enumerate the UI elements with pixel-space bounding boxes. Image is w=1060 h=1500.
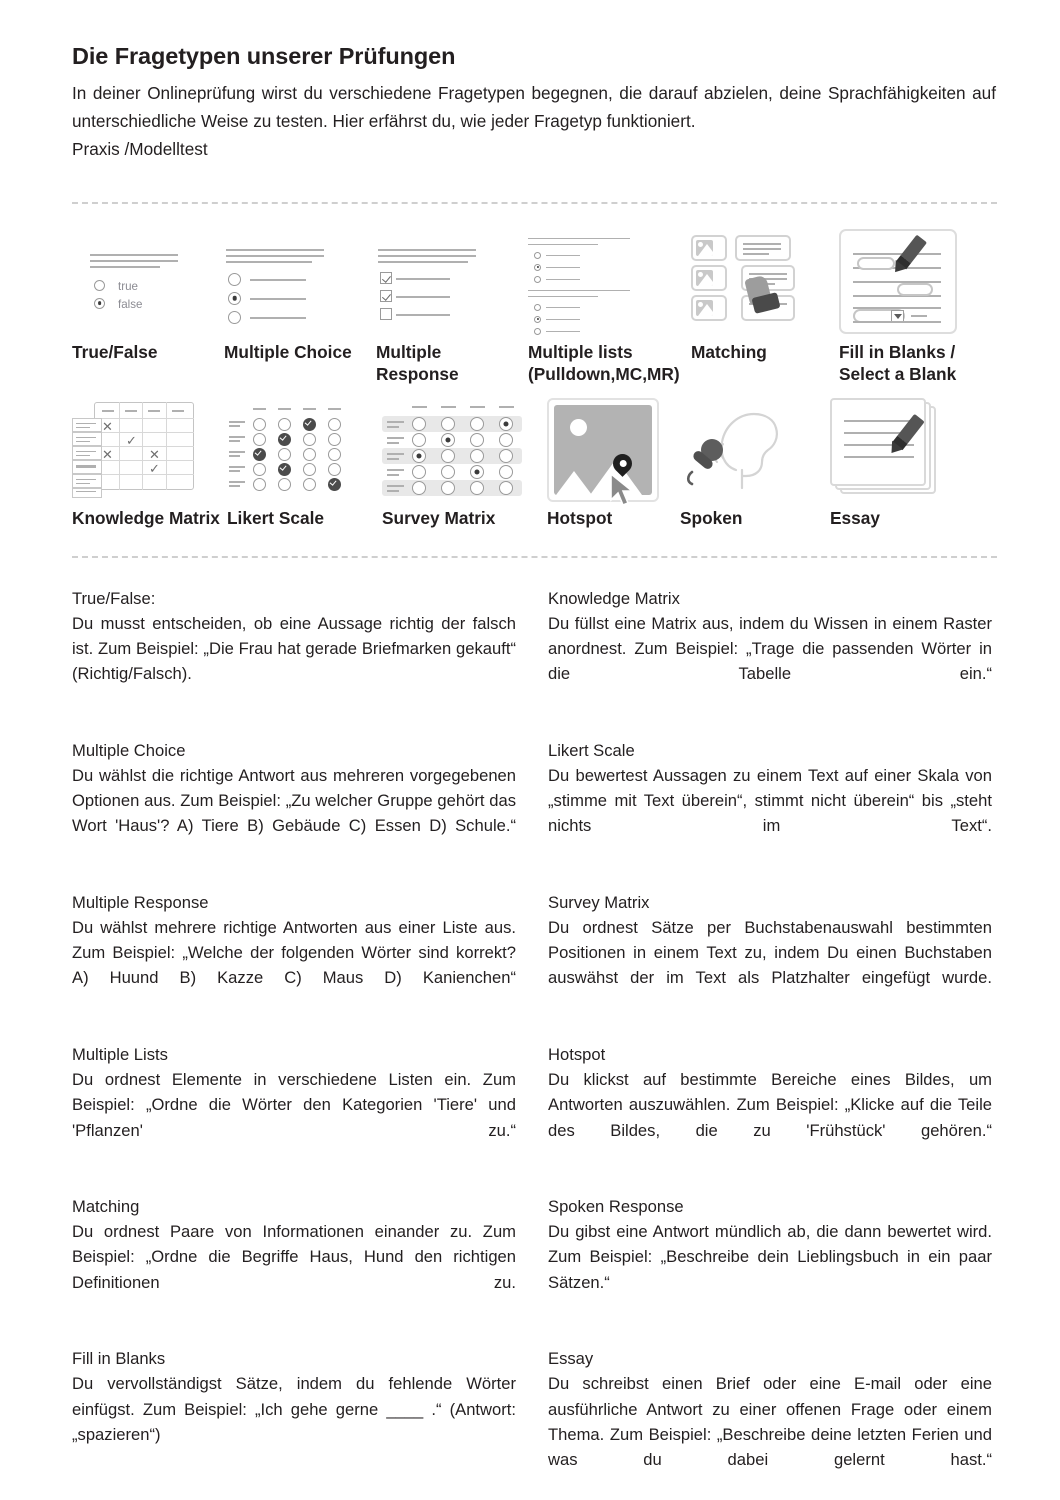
description-heading: Likert Scale <box>548 740 635 760</box>
gallery-label-essay: Essay <box>830 507 880 528</box>
descriptions-right-column <box>548 586 992 1498</box>
gallery-item-survey-matrix[interactable] <box>382 396 547 530</box>
gallery-item-knowledge-matrix[interactable] <box>72 396 227 530</box>
knowledge-matrix-icon: ✕ ✓ ✕ ✕ ✓ <box>72 396 227 504</box>
gallery-row-2 <box>72 396 997 530</box>
gallery-item-multiple-choice[interactable] <box>224 226 376 364</box>
gallery-item-essay[interactable] <box>830 396 980 530</box>
description-body: Du musst entscheiden, ob eine Aussage richtig der falsch ist. Zum Beispiel: „Die Frau hat gerade Briefmarken gekauft“ (Richtig/Falsch). <box>72 613 516 684</box>
survey-matrix-icon <box>382 396 547 504</box>
description-heading: Multiple Choice <box>72 740 186 760</box>
description-block <box>548 1346 992 1497</box>
question-type-gallery <box>72 204 997 530</box>
likert-scale-icon <box>227 396 382 504</box>
intro-tail-text: Praxis /Modelltest <box>72 138 208 159</box>
description-block <box>72 1346 516 1472</box>
speaking-head-icon <box>680 400 804 500</box>
multiple-choice-icon <box>224 226 376 338</box>
description-heading: Knowledge Matrix <box>548 588 680 608</box>
gallery-label-spoken: Spoken <box>680 507 743 528</box>
spoken-icon <box>680 396 830 504</box>
gallery-row-1 <box>72 226 997 386</box>
description-body: Du gibst eine Antwort mündlich ab, die dann bewertet wird. Zum Beispiel: „Beschreibe dein Lieblingsbuch in ein paar Sätzen.“ <box>548 1222 992 1292</box>
hotspot-icon <box>547 396 680 504</box>
gallery-item-true-false[interactable] <box>72 226 224 364</box>
true-false-option-true: true <box>118 279 138 293</box>
gallery-label-multiple-lists: Multiple lists (Pulldown,MC,MR) <box>528 341 680 384</box>
gallery-label-survey-matrix: Survey Matrix <box>382 507 496 528</box>
gallery-item-likert-scale[interactable] <box>227 396 382 530</box>
description-heading: Hotspot <box>548 1044 606 1064</box>
description-body: Du ordnest Paare von Informationen einander zu. Zum Beispiel: „Ordne die Begriffe Haus, Hund den richtigen Definitionen zu. <box>72 1222 516 1292</box>
gallery-label-knowledge-matrix: Knowledge Matrix <box>72 507 220 528</box>
description-heading: Essay <box>548 1349 594 1369</box>
gallery-item-matching[interactable] <box>691 226 839 364</box>
gallery-label-fill-in-blanks: Fill in Blanks / Select a Blank <box>839 341 957 384</box>
description-body: Du ordnest Sätze per Buchstabenauswahl bestimmten Positionen in einem Text zu, indem Du einen Buchstaben auswähst der im Text als Platzhalter eingefügt wurde. <box>548 918 992 988</box>
intro-text: In deiner Onlineprüfung wirst du verschiedene Fragetypen begegnen, die darauf abzielen, deine Sprachfähigkeiten auf unterschiedliche Weise zu testen. Hier erfährst du, wie jeder Fragetyp funktioniert. <box>72 83 996 132</box>
description-block <box>548 890 992 1016</box>
true-false-option-false: false <box>118 297 143 311</box>
gallery-item-multiple-response[interactable] <box>376 226 528 386</box>
gallery-label-matching: Matching <box>691 341 767 362</box>
page-title: Die Fragetypen unserer Prüfungen <box>72 43 456 69</box>
description-block <box>548 1194 992 1320</box>
description-block <box>548 586 992 712</box>
description-block <box>548 1042 992 1168</box>
gallery-item-hotspot[interactable] <box>547 396 680 530</box>
description-block <box>72 1194 516 1320</box>
description-body: Du ordnest Elemente in verschiedene Listen ein. Zum Beispiel: „Ordne die Wörter den Kategorien 'Tiere' und 'Pflanzen' zu.“ <box>72 1070 516 1140</box>
description-block <box>72 738 516 864</box>
cursor-arrow-icon <box>609 472 639 508</box>
description-block <box>548 738 992 864</box>
gallery-label-hotspot: Hotspot <box>547 507 613 528</box>
description-block <box>72 586 516 712</box>
gallery-label-multiple-choice: Multiple Choice <box>224 341 352 362</box>
description-body: Du füllst eine Matrix aus, indem du Wissen in einem Raster anordnest. Zum Beispiel: „Trage die passenden Wörter in die Tabelle ein.“ <box>548 613 992 684</box>
gallery-label-multiple-response: Multiple Response <box>376 341 459 384</box>
true-false-icon <box>72 226 224 338</box>
description-body: Du wählst mehrere richtige Antworten aus einer Liste aus. Zum Beispiel: „Welche der folgenden Wörter sind korrekt? A) Huund B) Kazze C) Maus D) Kanienchen“ <box>72 918 516 988</box>
essay-icon <box>830 396 980 504</box>
gallery-item-multiple-lists[interactable] <box>528 226 691 386</box>
fill-in-blanks-icon <box>839 226 989 338</box>
description-block <box>72 890 516 1016</box>
description-body: Du bewertest Aussagen zu einem Text auf einer Skala von „stimme mit Text überein“, stimmt nicht überein“ bis „steht nichts im Text“. <box>548 765 992 836</box>
description-block <box>72 1042 516 1168</box>
multiple-response-icon <box>376 226 528 338</box>
multiple-lists-icon <box>528 226 691 338</box>
description-heading: Survey Matrix <box>548 892 650 912</box>
description-heading: Multiple Lists <box>72 1044 168 1064</box>
gallery-label-likert-scale: Likert Scale <box>227 507 325 528</box>
gallery-item-fill-in-blanks[interactable] <box>839 226 989 386</box>
description-heading: Spoken Response <box>548 1197 684 1216</box>
description-body: Du wählst die richtige Antwort aus mehreren vorgegebenen Optionen aus. Zum Beispiel: „Zu welcher Gruppe gehört das Wort 'Haus'? A) Tiere B) Gebäude C) Essen D) Schule.“ <box>72 765 516 836</box>
gallery-label-true-false: True/False <box>72 341 158 362</box>
description-body: Du schreibst einen Brief oder eine E-mail oder eine ausführliche Antwort zu einer offenen Frage oder einem Thema. Zum Beispiel: „Beschreibe deine letzten Ferien und was du dabei gelernt hast.“ <box>548 1374 992 1469</box>
intro-paragraph <box>72 80 996 164</box>
description-heading: Fill in Blanks <box>72 1349 166 1369</box>
description-heading: Matching <box>72 1197 140 1216</box>
matching-icon <box>691 226 839 338</box>
descriptions-section <box>72 558 1002 1498</box>
descriptions-left-column <box>72 586 516 1498</box>
description-body: Du klickst auf bestimmte Bereiche eines Bildes, um Antworten auszuwählen. Zum Beispiel: „Klicke auf die Teile des Bildes, die zu 'Frühstück' gehören.“ <box>548 1070 992 1140</box>
gallery-item-spoken[interactable] <box>680 396 830 530</box>
description-heading: True/False: <box>72 588 156 608</box>
description-body: Du vervollständigst Sätze, indem du fehlende Wörter einfügst. Zum Beispiel: „Ich gehe gerne ____ .“ (Antwort: „spazieren“) <box>72 1374 516 1444</box>
description-heading: Multiple Response <box>72 892 209 912</box>
